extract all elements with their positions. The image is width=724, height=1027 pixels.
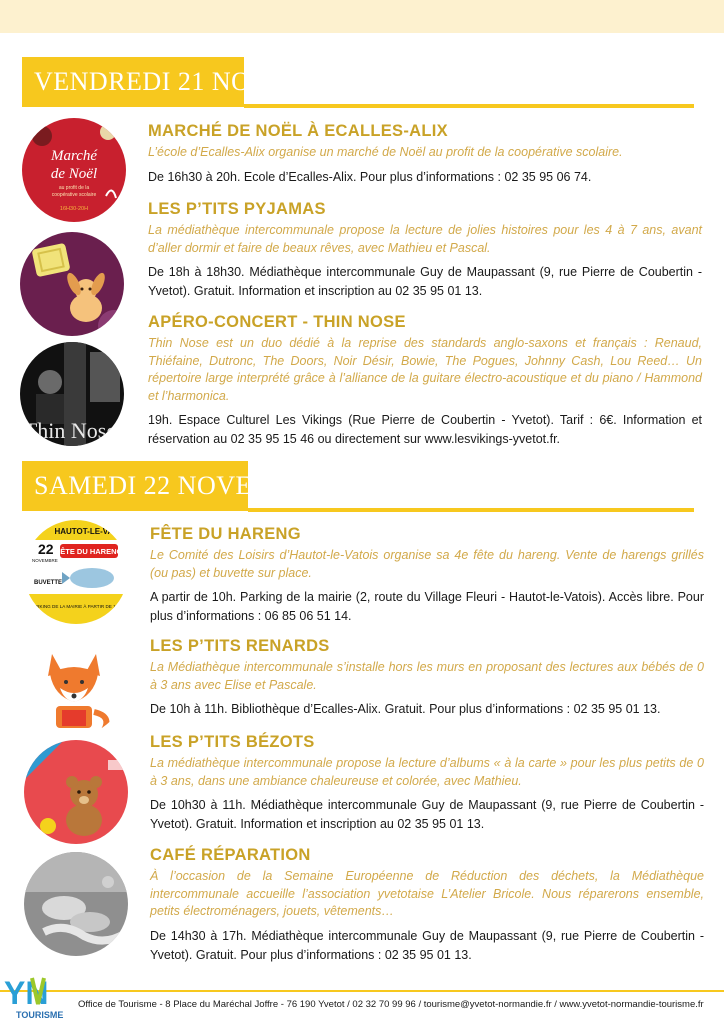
- thumb-time: 16H30-20H: [59, 206, 89, 212]
- event-title: LES P’TITS PYJAMAS: [148, 200, 326, 218]
- yvetot-tourisme-logo: [2, 974, 76, 1022]
- event-title: CAFÉ RÉPARATION: [150, 846, 311, 864]
- logo-letters: YN: [4, 975, 49, 1011]
- event-fete-hareng: [150, 525, 704, 626]
- event-description: À l’occasion de la Semaine Européenne de Réduction des déchets, la Médiathèque intercommunale accueille l’association yvetotaise L’Atelier Bricole. Nous réparerons ensemble, petits électroménagers, jouets, vêtements…: [150, 869, 704, 918]
- thumb-banner: FÊTE DU HARENG: [55, 547, 123, 556]
- day-divider: [244, 104, 694, 108]
- event-ptits-bezots: [150, 733, 704, 834]
- marche-noel-thumbnail: [22, 118, 126, 222]
- footer-divider: [0, 990, 724, 992]
- top-band: [0, 0, 724, 33]
- thumb-title-line2: de Noël: [50, 166, 98, 182]
- event-title: MARCHÉ DE NOËL À ECALLES-ALIX: [148, 122, 448, 140]
- event-description: La médiathèque intercommunale propose la lecture de jolies histoires pour les 4 à 7 ans, avant d’aller dormir et faire de beaux rêves, avec Mathieu et Pascal.: [148, 223, 702, 255]
- ptits-renards-thumbnail: [22, 632, 126, 736]
- thumb-buvette: BUVETTE: [34, 580, 63, 586]
- ptits-pyjamas-thumbnail: [20, 232, 124, 336]
- event-title: FÊTE DU HARENG: [150, 525, 301, 543]
- event-info: De 10h30 à 11h. Médiathèque intercommunale Guy de Maupassant (9, rue Pierre de Coubertin - Yvetot). Gratuit. Information et inscription au 02 35 95 01 13.: [150, 798, 704, 831]
- event-title: LES P’TITS RENARDS: [150, 637, 330, 655]
- thumb-title-line1: Marché: [50, 148, 98, 164]
- event-description: Le Comité des Loisirs d’Hautot-le-Vatois organise sa 4e fête du hareng. Vente de harengs grillés (ou pas) et buvette sur place.: [150, 548, 704, 580]
- event-description: La Médiathèque intercommunale s’installe hors les murs en proposant des lectures aux bébés de 0 à 3 ans avec Elise et Pascale.: [150, 660, 704, 692]
- event-info: A partir de 10h. Parking de la mairie (2, route du Village Fleuri - Hautot-le-Vatois). Accès libre. Pour plus d’informations : 06 85 06 51 14.: [150, 590, 704, 623]
- fete-hareng-thumbnail: [24, 520, 128, 624]
- thin-nose-thumbnail: [20, 342, 124, 446]
- event-cafe-reparation: [150, 846, 704, 965]
- day-banner-saturday: SAMEDI 22 NOVEMBRE: [22, 461, 248, 511]
- thumb-sub2: coopérative scolaire: [51, 192, 97, 198]
- event-apero-concert: [148, 313, 702, 449]
- event-info: De 10h à 11h. Bibliothèque d’Ecalles-Alix. Gratuit. Pour plus d’informations : 02 35 95 01 13.: [150, 702, 661, 716]
- thumb-parking: PARKING DE LA MAIRIE À PARTIR DE 10H: [30, 604, 122, 609]
- footer-contact: Office de Tourisme - 8 Place du Maréchal Joffre - 76 190 Yvetot / 02 32 70 99 96 / tourisme@yvetot-normandie.fr / www.yvetot-normandie-tourisme.fr: [78, 999, 704, 1010]
- event-marche-noel: [148, 122, 702, 187]
- event-description: Thin Nose est un duo dédié à la reprise des standards anglo-saxons et français : Renaud, Thiéfaine, Dutronc, The Doors, Noir Désir, Bowie, The Pogues, Johnny Cash, Lou Reed… Un répertoire large interprété grâce à l’alliance de la guitare électro-acoustique et du piano / Hammond et l’harmonica.: [148, 336, 702, 403]
- event-description: L’école d’Ecalles-Alix organise un marché de Noël au profit de la coopérative scolaire.: [148, 145, 623, 159]
- day-divider: [248, 508, 694, 512]
- thumb-sub1: au profit de la: [58, 185, 90, 191]
- ptits-bezots-thumbnail: [24, 740, 128, 844]
- event-info: De 16h30 à 20h. Ecole d’Ecalles-Alix. Pour plus d’informations : 02 35 95 06 74.: [148, 169, 592, 184]
- event-ptits-pyjamas: [148, 200, 702, 301]
- thumb-day: 22: [38, 541, 54, 557]
- event-ptits-renards: [150, 637, 704, 719]
- thumb-village: HAUTOT-LE-VAT: [54, 527, 118, 536]
- cafe-reparation-thumbnail: [24, 852, 128, 956]
- event-info: De 18h à 18h30. Médiathèque intercommunale Guy de Maupassant (9, rue Pierre de Coubertin - Yvetot). Gratuit. Information et inscription au 02 35 95 01 13.: [148, 265, 702, 298]
- event-info: 19h. Espace Culturel Les Vikings (Rue Pierre de Coubertin - Yvetot). Tarif : 6€. Information et réservation au 02 35 95 15 46 ou directement sur www.lesvikings-yvetot.fr.: [148, 413, 702, 446]
- thumb-band-name: Thin Nose: [23, 418, 117, 443]
- day-banner-friday: VENDREDI 21 NOVEMBRE: [22, 57, 244, 107]
- logo-caption: TOURISME: [16, 1010, 64, 1020]
- event-description: La médiathèque intercommunale propose la lecture d’albums « à la carte » pour les plus petits de 0 à 3 ans, dans une ambiance chaleureuse et colorée, avec Mathieu.: [150, 756, 704, 788]
- event-title: APÉRO-CONCERT - THIN NOSE: [148, 313, 406, 331]
- thumb-month: NOVEMBRE: [32, 558, 58, 563]
- event-info: De 14h30 à 17h. Médiathèque intercommunale Guy de Maupassant (9, rue Pierre de Coubertin - Yvetot). Gratuit. Pour plus d’informations : 02 35 95 01 13.: [150, 928, 704, 962]
- event-title: LES P’TITS BÉZOTS: [150, 733, 315, 751]
